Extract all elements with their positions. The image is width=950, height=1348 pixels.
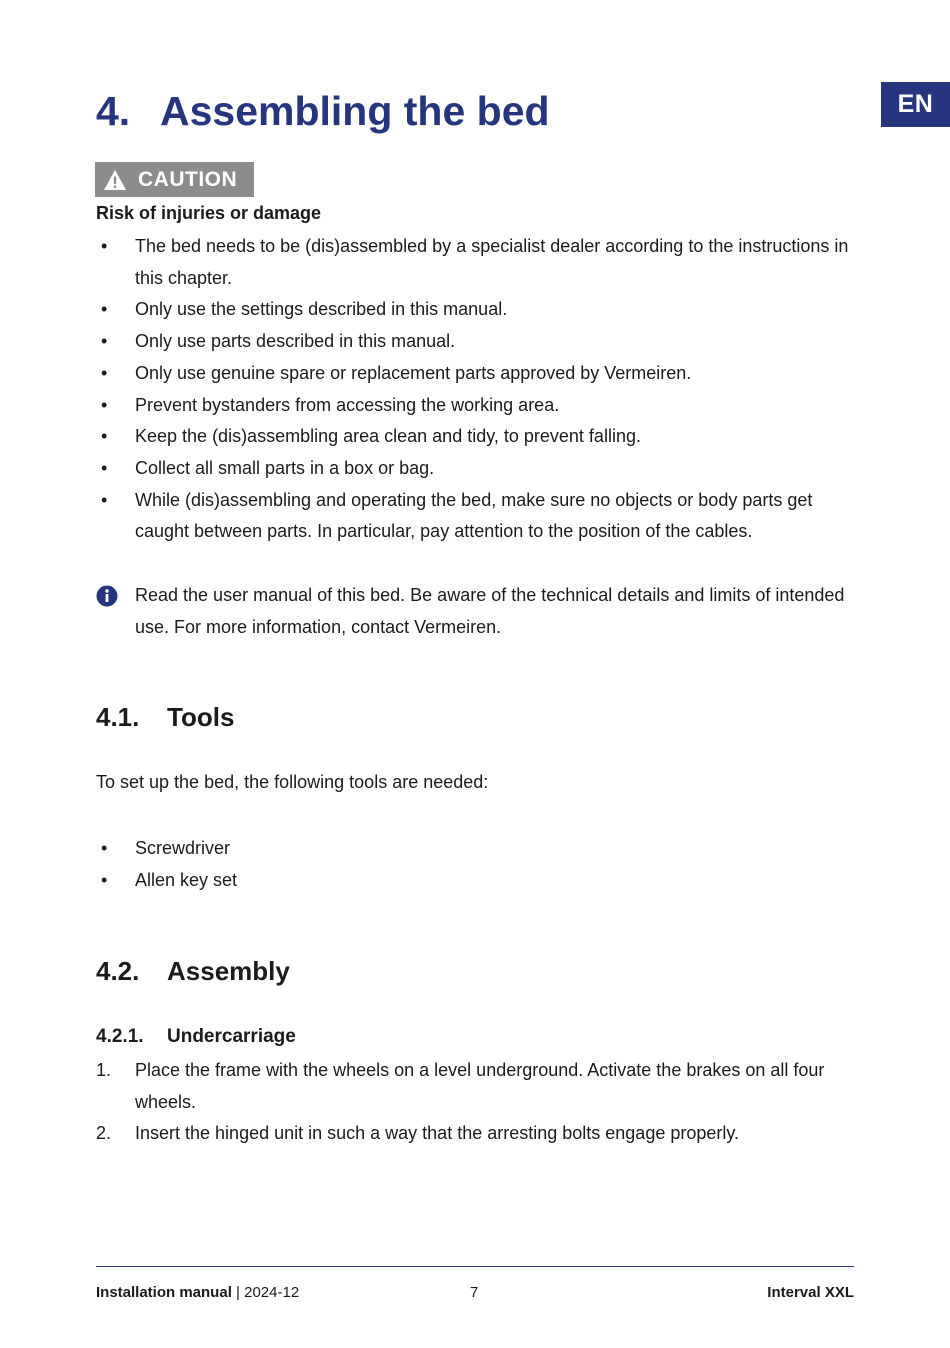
language-tab: EN — [881, 82, 950, 127]
step-number: 2. — [96, 1123, 112, 1144]
chapter-title: Assembling the bed — [160, 88, 550, 134]
caution-label: CAUTION — [138, 167, 238, 191]
info-text: Read the user manual of this bed. Be aware of the technical details and limits of intended use. For more information, contact Vermeiren. — [135, 585, 845, 637]
bullet: • — [101, 869, 108, 890]
list-item: • Keep the (dis)assembling area clean and tidy, to prevent falling. — [96, 421, 856, 453]
info-note — [96, 580, 856, 643]
bullet: • — [101, 426, 108, 447]
step-number: 1. — [96, 1060, 112, 1080]
bullet: • — [101, 838, 108, 858]
section-heading-tools: 4.1. Tools — [96, 702, 235, 732]
caution-banner — [95, 162, 254, 197]
footer-doc-info — [96, 1284, 299, 1301]
bullet: • — [101, 489, 108, 510]
list-item: • While (dis)assembling and operating the bed, make sure no objects or body parts get caught between parts. In particular, pay attention to the position of the cables. — [96, 485, 856, 548]
list-item: • Allen key set — [96, 865, 856, 897]
list-item: • Only use genuine spare or replacement parts approved by Vermeiren. — [96, 358, 856, 390]
chapter-number: 4. — [96, 88, 131, 134]
caution-heading: Risk of injuries or damage — [96, 203, 322, 223]
bullet: • — [101, 362, 108, 383]
bullet: • — [101, 394, 108, 415]
step-item: 1. Place the frame with the wheels on a level underground. Activate the brakes on all four wheels. — [96, 1055, 856, 1118]
footer-product: Interval XXL — [767, 1284, 854, 1301]
subsection-heading-undercarriage: 4.2.1. Undercarriage — [96, 1026, 296, 1047]
list-item: • Only use the settings described in this manual. — [96, 294, 856, 326]
footer-separator: | — [236, 1284, 240, 1301]
tools-intro: To set up the bed, the following tools are needed: — [96, 772, 489, 792]
bullet: • — [101, 236, 108, 256]
caution-list — [96, 231, 856, 548]
footer-divider — [96, 1266, 854, 1267]
list-item: • Only use parts described in this manual. — [96, 326, 856, 358]
bullet: • — [101, 331, 108, 352]
chapter-heading — [96, 88, 550, 135]
info-icon — [96, 585, 118, 607]
warning-icon — [103, 169, 127, 191]
bullet: • — [101, 299, 108, 320]
list-item: • Collect all small parts in a box or bag. — [96, 453, 856, 485]
bullet: • — [101, 457, 108, 478]
section-heading-assembly: 4.2. Assembly — [96, 956, 290, 986]
list-item: • Screwdriver — [96, 833, 856, 865]
tools-list — [96, 833, 856, 896]
step-item: 2. Insert the hinged unit in such a way that the arresting bolts engage properly. — [96, 1118, 856, 1150]
list-item: • Prevent bystanders from accessing the working area. — [96, 390, 856, 422]
list-item: • The bed needs to be (dis)assembled by a specialist dealer according to the instructions in this chapter. — [96, 231, 856, 294]
footer-doc-title: Installation manual — [96, 1284, 232, 1301]
assembly-steps — [96, 1055, 856, 1150]
footer-date: 2024-12 — [244, 1284, 300, 1301]
page-number: 7 — [470, 1284, 479, 1301]
